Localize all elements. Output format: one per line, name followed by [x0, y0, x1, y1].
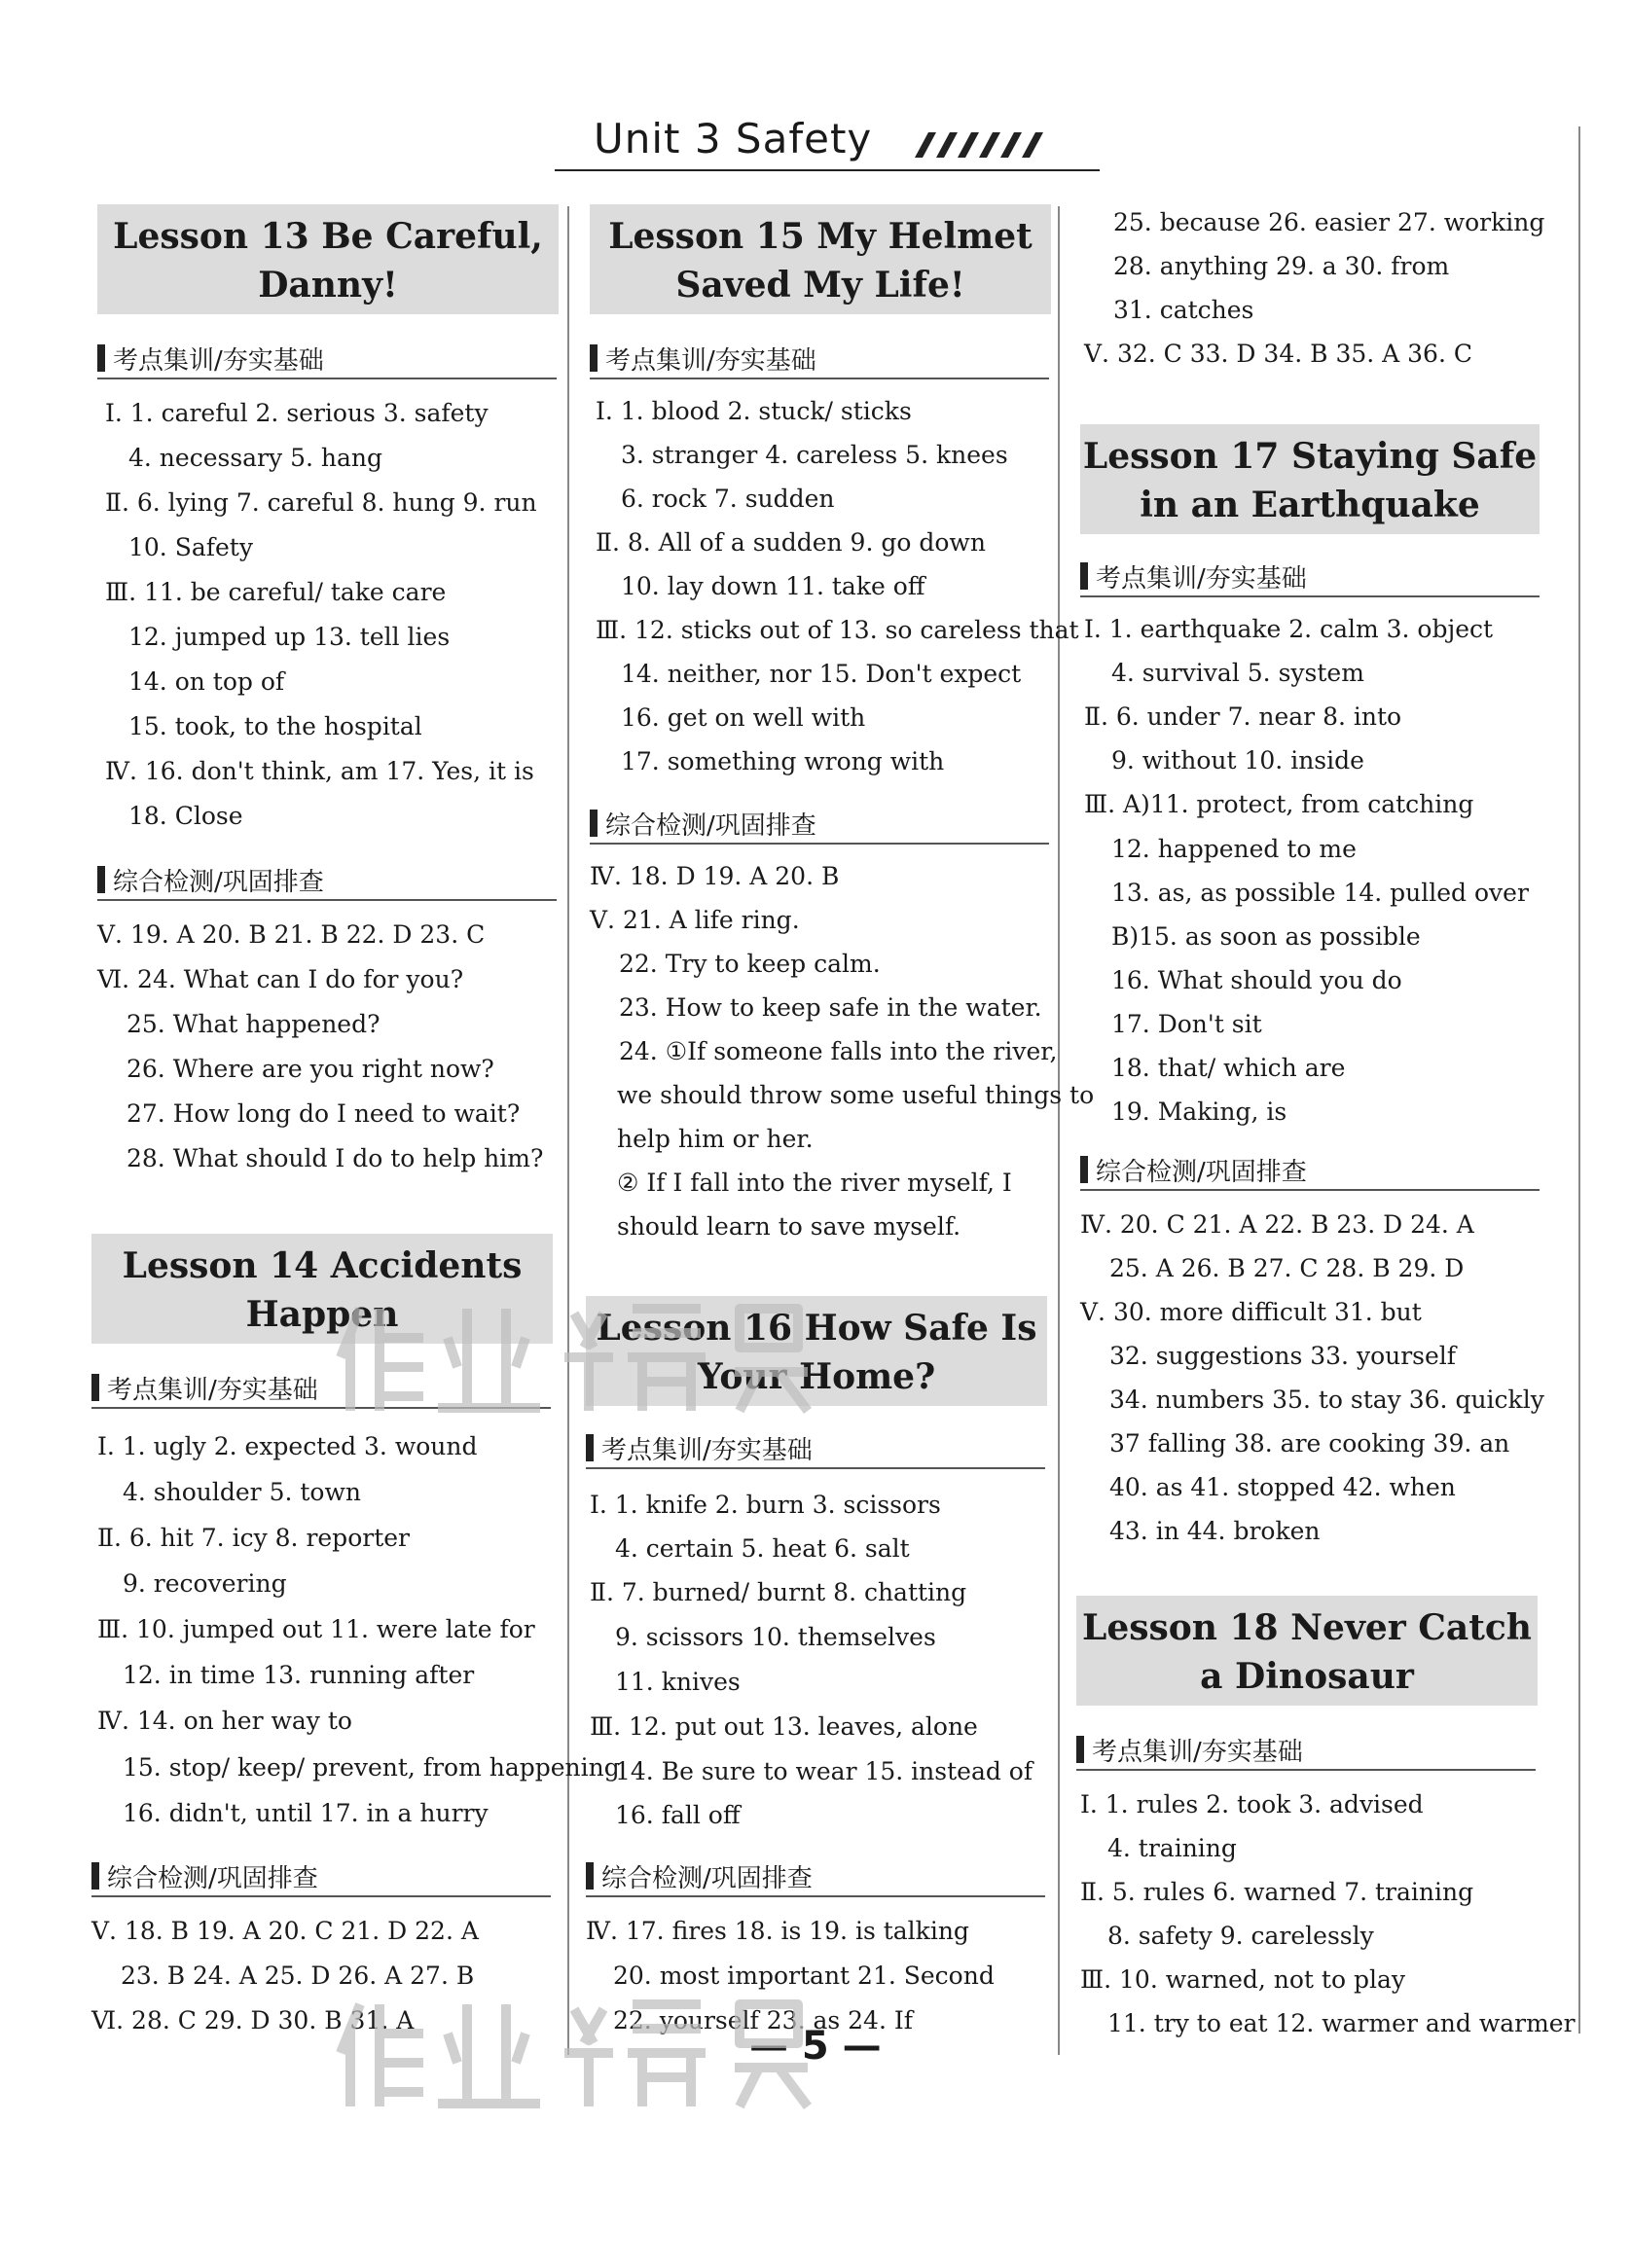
section-label: 考点集训/夯实基础	[113, 346, 324, 376]
column-divider	[1578, 126, 1580, 2034]
answer-line: Ⅲ. 10. jumped out 11. were late for	[97, 1615, 535, 1643]
answer-line: 34. numbers 35. to stay 36. quickly	[1109, 1386, 1544, 1414]
section-rule	[97, 378, 557, 379]
answer-line: Ⅰ. 1. earthquake 2. calm 3. object	[1084, 615, 1494, 643]
section-rule	[1076, 1769, 1536, 1771]
answer-line: 43. in 44. broken	[1109, 1517, 1321, 1545]
answer-line: help him or her.	[617, 1125, 814, 1153]
page-number: — 5 —	[749, 2024, 882, 2069]
answer-line: 40. as 41. stopped 42. when	[1109, 1473, 1456, 1501]
section-rule	[1080, 1189, 1540, 1191]
answer-line: Ⅳ. 17. fires 18. is 19. is talking	[586, 1917, 969, 1945]
answer-line: 32. suggestions 33. yourself	[1109, 1342, 1457, 1370]
answer-line: 17. something wrong with	[621, 747, 945, 775]
answer-line: Ⅲ. 11. be careful/ take care	[105, 578, 447, 606]
section-rule	[590, 378, 1049, 379]
answer-line: 16. get on well with	[621, 703, 866, 732]
answer-line: ② If I fall into the river myself, I	[617, 1169, 1012, 1197]
answer-line: 25. A 26. B 27. C 28. B 29. D	[1109, 1254, 1465, 1282]
lesson-title-line: Lesson 13 Be Careful,	[113, 216, 543, 257]
answer-line: 4. necessary 5. hang	[128, 444, 382, 472]
answer-line: 23. How to keep safe in the water.	[619, 993, 1042, 1022]
section-bar	[97, 344, 105, 372]
title-underline	[555, 169, 1100, 171]
watermark-logo	[331, 1985, 817, 2121]
lesson-title-line: Happen	[245, 1294, 399, 1335]
answer-line: Ⅱ. 8. All of a sudden 9. go down	[596, 528, 986, 557]
answer-line: Ⅴ. 32. C 33. D 34. B 35. A 36. C	[1084, 340, 1472, 368]
answer-line: 18. Close	[128, 802, 243, 830]
section-label: 综合检测/巩固排查	[601, 1864, 813, 1893]
section-rule	[586, 1467, 1045, 1469]
answer-line: Ⅲ. 12. sticks out of 13. so careless that	[596, 616, 1079, 644]
answer-line: Ⅱ. 7. burned/ burnt 8. chatting	[590, 1578, 967, 1606]
answer-line: 16. didn't, until 17. in a hurry	[123, 1799, 489, 1827]
section-label: 综合检测/巩固排查	[1096, 1158, 1307, 1187]
lesson-title-line: Your Home?	[697, 1356, 936, 1397]
section-label: 考点集训/夯实基础	[1096, 564, 1307, 594]
section-bar	[91, 1374, 99, 1401]
answer-line: Ⅳ. 14. on her way to	[97, 1707, 352, 1735]
section-header	[586, 1856, 1045, 1895]
answer-line: 16. fall off	[615, 1801, 741, 1829]
section-header	[1076, 1730, 1536, 1769]
section-rule	[590, 843, 1049, 845]
answer-line: 27. How long do I need to wait?	[127, 1099, 521, 1128]
section-label: 考点集训/夯实基础	[1092, 1738, 1303, 1767]
section-header	[1080, 557, 1540, 595]
lesson-title-line: Lesson 15 My Helmet	[608, 216, 1033, 257]
answer-line: Ⅴ. 19. A 20. B 21. B 22. D 23. C	[97, 920, 486, 949]
answer-line: 8. safety 9. carelessly	[1107, 1922, 1374, 1950]
section-bar	[91, 1862, 99, 1890]
section-label: 考点集训/夯实基础	[601, 1436, 813, 1465]
answer-line: 14. Be sure to wear 15. instead of	[615, 1757, 1033, 1785]
section-bar	[1080, 1156, 1088, 1183]
answer-line: 20. most important 21. Second	[613, 1962, 995, 1990]
section-bar	[590, 810, 598, 837]
section-bar	[590, 344, 598, 372]
answer-line: 11. try to eat 12. warmer and warmer	[1107, 2009, 1576, 2037]
lesson-title-line: Lesson 18 Never Catch	[1082, 1607, 1532, 1648]
answer-line: 12. jumped up 13. tell lies	[128, 623, 451, 651]
answer-line: 22. Try to keep calm.	[619, 950, 881, 978]
answer-line: 18. that/ which are	[1111, 1054, 1346, 1082]
section-bar	[1076, 1736, 1084, 1763]
section-header	[586, 1428, 1045, 1467]
lesson-18-title	[1076, 1596, 1538, 1706]
title-slash-decoration	[905, 130, 1061, 160]
answer-line: 37 falling 38. are cooking 39. an	[1109, 1429, 1510, 1458]
lesson-title-line: Lesson 17 Staying Safe	[1082, 436, 1538, 477]
answer-line: 22. yourself 23. as 24. If	[613, 2006, 913, 2034]
answer-line: 10. Safety	[128, 533, 253, 561]
answer-line: 24. ①If someone falls into the river,	[619, 1037, 1058, 1065]
answer-line: 14. on top of	[128, 667, 285, 696]
section-label: 综合检测/巩固排查	[605, 811, 816, 841]
answer-line: 14. neither, nor 15. Don't expect	[621, 660, 1022, 688]
section-label: 综合检测/巩固排查	[107, 1864, 318, 1893]
answer-line: Ⅰ. 1. ugly 2. expected 3. wound	[97, 1432, 478, 1460]
answer-line: 4. certain 5. heat 6. salt	[615, 1534, 910, 1563]
section-rule	[1080, 595, 1540, 597]
unit-title-text: Unit 3 Safety	[594, 115, 873, 162]
unit-title	[555, 115, 1100, 173]
lesson-title-line: a Dinosaur	[1200, 1656, 1414, 1697]
answer-line: 10. lay down 11. take off	[621, 572, 925, 600]
lesson-title-line: Lesson 14 Accidents	[122, 1245, 523, 1286]
answer-line: 15. stop/ keep/ prevent, from happening	[123, 1753, 620, 1782]
section-bar	[97, 866, 105, 893]
answer-line: 31. catches	[1113, 296, 1254, 324]
answer-line: Ⅴ. 18. B 19. A 20. C 21. D 22. A	[91, 1917, 479, 1945]
section-bar	[1080, 562, 1088, 590]
answer-line: 23. B 24. A 25. D 26. A 27. B	[121, 1962, 475, 1990]
section-bar	[586, 1862, 594, 1890]
answer-line: 25. because 26. easier 27. working	[1113, 208, 1545, 236]
answer-line: 12. happened to me	[1111, 835, 1357, 863]
answer-line: Ⅴ. 30. more difficult 31. but	[1080, 1298, 1422, 1326]
answer-line: 15. took, to the hospital	[128, 712, 422, 740]
answer-line: B)15. as soon as possible	[1111, 922, 1421, 951]
answer-line: 16. What should you do	[1111, 966, 1402, 994]
column-divider	[1058, 206, 1060, 2055]
answer-line: should learn to save myself.	[617, 1212, 961, 1241]
answer-line: Ⅳ. 16. don't think, am 17. Yes, it is	[105, 757, 534, 785]
answer-line: Ⅵ. 28. C 29. D 30. B 31. A	[91, 2006, 415, 2034]
answer-line: 19. Making, is	[1111, 1098, 1287, 1126]
answer-line: Ⅵ. 24. What can I do for you?	[97, 965, 464, 993]
answer-line: Ⅳ. 18. D 19. A 20. B	[590, 862, 840, 890]
lesson-title-line: Saved My Life!	[675, 265, 965, 306]
answer-line: Ⅱ. 6. hit 7. icy 8. reporter	[97, 1524, 410, 1552]
answer-line: Ⅰ. 1. careful 2. serious 3. safety	[105, 399, 489, 427]
section-header	[97, 860, 557, 899]
watermark-logo	[331, 1289, 817, 1425]
lesson-title-line: Lesson 16 How Safe Is	[596, 1308, 1037, 1349]
answer-line: 26. Where are you right now?	[127, 1055, 494, 1083]
section-rule	[586, 1895, 1045, 1897]
answer-line: 28. anything 29. a 30. from	[1113, 252, 1450, 280]
answer-line: Ⅳ. 20. C 21. A 22. B 23. D 24. A	[1080, 1210, 1474, 1239]
section-header	[1080, 1150, 1540, 1189]
answer-line: 4. survival 5. system	[1111, 659, 1364, 687]
answer-line: Ⅲ. 12. put out 13. leaves, alone	[590, 1712, 978, 1741]
section-header	[590, 339, 1049, 378]
section-rule	[91, 1895, 551, 1897]
answer-line: Ⅰ. 1. rules 2. took 3. advised	[1080, 1790, 1424, 1818]
lesson-15-title	[590, 204, 1051, 314]
answer-line: Ⅲ. A)11. protect, from catching	[1084, 790, 1474, 818]
section-header	[91, 1856, 551, 1895]
answer-line: 9. recovering	[123, 1569, 287, 1598]
answer-line: 17. Don't sit	[1111, 1010, 1262, 1038]
section-header	[590, 804, 1049, 843]
answer-line: Ⅰ. 1. knife 2. burn 3. scissors	[590, 1491, 941, 1519]
answer-line: 13. as, as possible 14. pulled over	[1111, 879, 1529, 907]
answer-line: 9. scissors 10. themselves	[615, 1623, 936, 1651]
answer-line: Ⅲ. 10. warned, not to play	[1080, 1965, 1405, 1994]
lesson-title-line: in an Earthquake	[1140, 485, 1480, 525]
lesson-title-line: Danny!	[258, 265, 398, 306]
answer-line: 4. shoulder 5. town	[123, 1478, 361, 1506]
lesson-13-title	[97, 204, 559, 314]
section-bar	[586, 1434, 594, 1461]
lesson-17-title	[1080, 424, 1540, 534]
answer-line: Ⅰ. 1. blood 2. stuck/ sticks	[596, 397, 912, 425]
answer-line: 28. What should I do to help him?	[127, 1144, 544, 1172]
section-label: 考点集训/夯实基础	[605, 346, 816, 376]
answer-line: 9. without 10. inside	[1111, 746, 1364, 774]
answer-line: Ⅱ. 6. lying 7. careful 8. hung 9. run	[105, 488, 537, 517]
answer-line: 12. in time 13. running after	[123, 1661, 475, 1689]
answer-line: Ⅱ. 5. rules 6. warned 7. training	[1080, 1878, 1474, 1906]
section-header	[97, 339, 557, 378]
answer-line: 25. What happened?	[127, 1010, 381, 1038]
answer-line: Ⅴ. 21. A life ring.	[590, 906, 800, 934]
answer-line: we should throw some useful things to	[617, 1081, 1095, 1109]
answer-line: 6. rock 7. sudden	[621, 485, 835, 513]
answer-line: 3. stranger 4. careless 5. knees	[621, 441, 1008, 469]
answer-line: 11. knives	[615, 1668, 741, 1696]
section-label: 综合检测/巩固排查	[113, 868, 324, 897]
section-label: 考点集训/夯实基础	[107, 1376, 318, 1405]
answer-line: Ⅱ. 6. under 7. near 8. into	[1084, 702, 1402, 731]
answer-line: 4. training	[1107, 1834, 1237, 1862]
section-rule	[97, 899, 557, 901]
